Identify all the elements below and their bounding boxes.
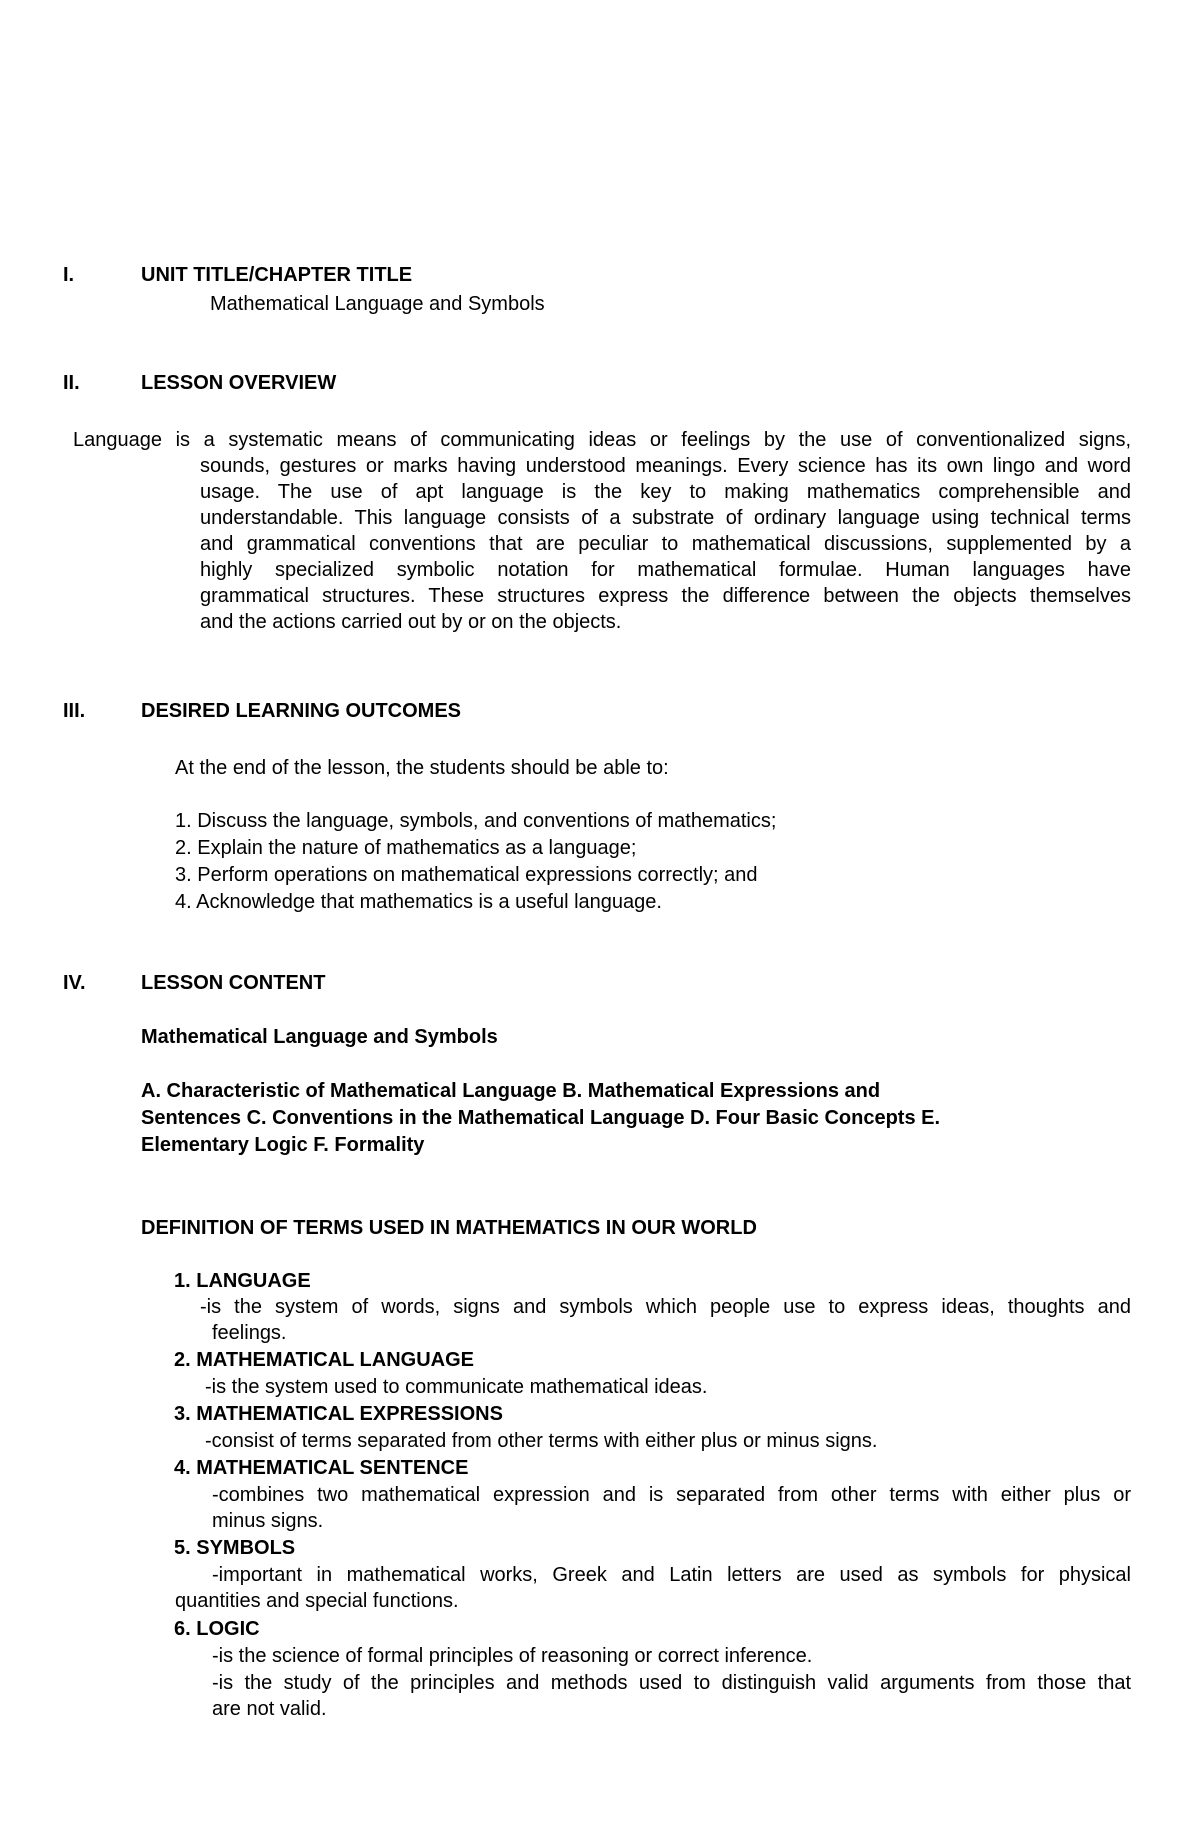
overview-line: highly specialized symbolic notation for mathematical formulae. Human languages have bbox=[200, 559, 1131, 581]
outcomes-intro: At the end of the lesson, the students should be able to: bbox=[175, 757, 669, 779]
topics-line: A. Characteristic of Mathematical Language B. Mathematical Expressions and bbox=[141, 1080, 881, 1102]
outcome-item: 1. Discuss the language, symbols, and conventions of mathematics; bbox=[175, 810, 777, 832]
term-definition: -is the science of formal principles of reasoning or correct inference. bbox=[212, 1645, 813, 1667]
term-definition: -consist of terms separated from other terms with either plus or minus signs. bbox=[205, 1430, 878, 1452]
section-2-numeral: II. bbox=[63, 372, 80, 394]
term-definition: feelings. bbox=[212, 1322, 287, 1344]
definitions-heading: DEFINITION OF TERMS USED IN MATHEMATICS IN OUR WORLD bbox=[141, 1217, 757, 1239]
term-definition: -important in mathematical works, Greek and Latin letters are used as symbols for physical bbox=[212, 1564, 1131, 1586]
section-3-heading: DESIRED LEARNING OUTCOMES bbox=[141, 700, 462, 722]
term-definition: minus signs. bbox=[212, 1510, 324, 1532]
chapter-title: Mathematical Language and Symbols bbox=[210, 293, 545, 315]
overview-line: sounds, gestures or marks having understood meanings. Every science has its own lingo and word bbox=[200, 455, 1131, 477]
term-definition: -is the study of the principles and methods used to distinguish valid arguments from those that bbox=[212, 1672, 1131, 1694]
term-title: 6. LOGIC bbox=[174, 1618, 260, 1640]
overview-line: usage. The use of apt language is the key to making mathematics comprehensible and bbox=[200, 481, 1131, 503]
overview-line: and grammatical conventions that are peculiar to mathematical discussions, supplemented by a bbox=[200, 533, 1131, 555]
section-1-numeral: I. bbox=[63, 264, 75, 286]
topics-line: Sentences C. Conventions in the Mathematical Language D. Four Basic Concepts E. bbox=[141, 1107, 941, 1129]
overview-line: and the actions carried out by or on the objects. bbox=[200, 611, 622, 633]
section-1-heading: UNIT TITLE/CHAPTER TITLE bbox=[141, 264, 413, 286]
term-title: 5. SYMBOLS bbox=[174, 1537, 296, 1559]
section-3-numeral: III. bbox=[63, 700, 86, 722]
overview-line: grammatical structures. These structures express the difference between the objects themselves bbox=[200, 585, 1131, 607]
term-title: 2. MATHEMATICAL LANGUAGE bbox=[174, 1349, 474, 1371]
term-title: 4. MATHEMATICAL SENTENCE bbox=[174, 1457, 469, 1479]
term-definition: are not valid. bbox=[212, 1698, 327, 1720]
term-definition: quantities and special functions. bbox=[175, 1590, 459, 1612]
overview-line: Language is a systematic means of communicating ideas or feelings by the use of conventionalized signs, bbox=[73, 429, 1131, 451]
outcome-item: 4. Acknowledge that mathematics is a useful language. bbox=[175, 891, 662, 913]
term-definition: -combines two mathematical expression and is separated from other terms with either plus or bbox=[212, 1484, 1131, 1506]
section-4-heading: LESSON CONTENT bbox=[141, 972, 326, 994]
term-definition: -is the system used to communicate mathematical ideas. bbox=[205, 1376, 708, 1398]
term-definition: -is the system of words, signs and symbols which people use to express ideas, thoughts and bbox=[200, 1296, 1131, 1318]
overview-line: understandable. This language consists of a substrate of ordinary language using technical terms bbox=[200, 507, 1131, 529]
term-title: 3. MATHEMATICAL EXPRESSIONS bbox=[174, 1403, 503, 1425]
outcome-item: 2. Explain the nature of mathematics as a language; bbox=[175, 837, 637, 859]
section-2-heading: LESSON OVERVIEW bbox=[141, 372, 337, 394]
section-4-numeral: IV. bbox=[63, 972, 86, 994]
term-title: 1. LANGUAGE bbox=[174, 1270, 311, 1292]
content-subheading: Mathematical Language and Symbols bbox=[141, 1026, 498, 1048]
outcome-item: 3. Perform operations on mathematical expressions correctly; and bbox=[175, 864, 758, 886]
topics-line: Elementary Logic F. Formality bbox=[141, 1134, 425, 1156]
